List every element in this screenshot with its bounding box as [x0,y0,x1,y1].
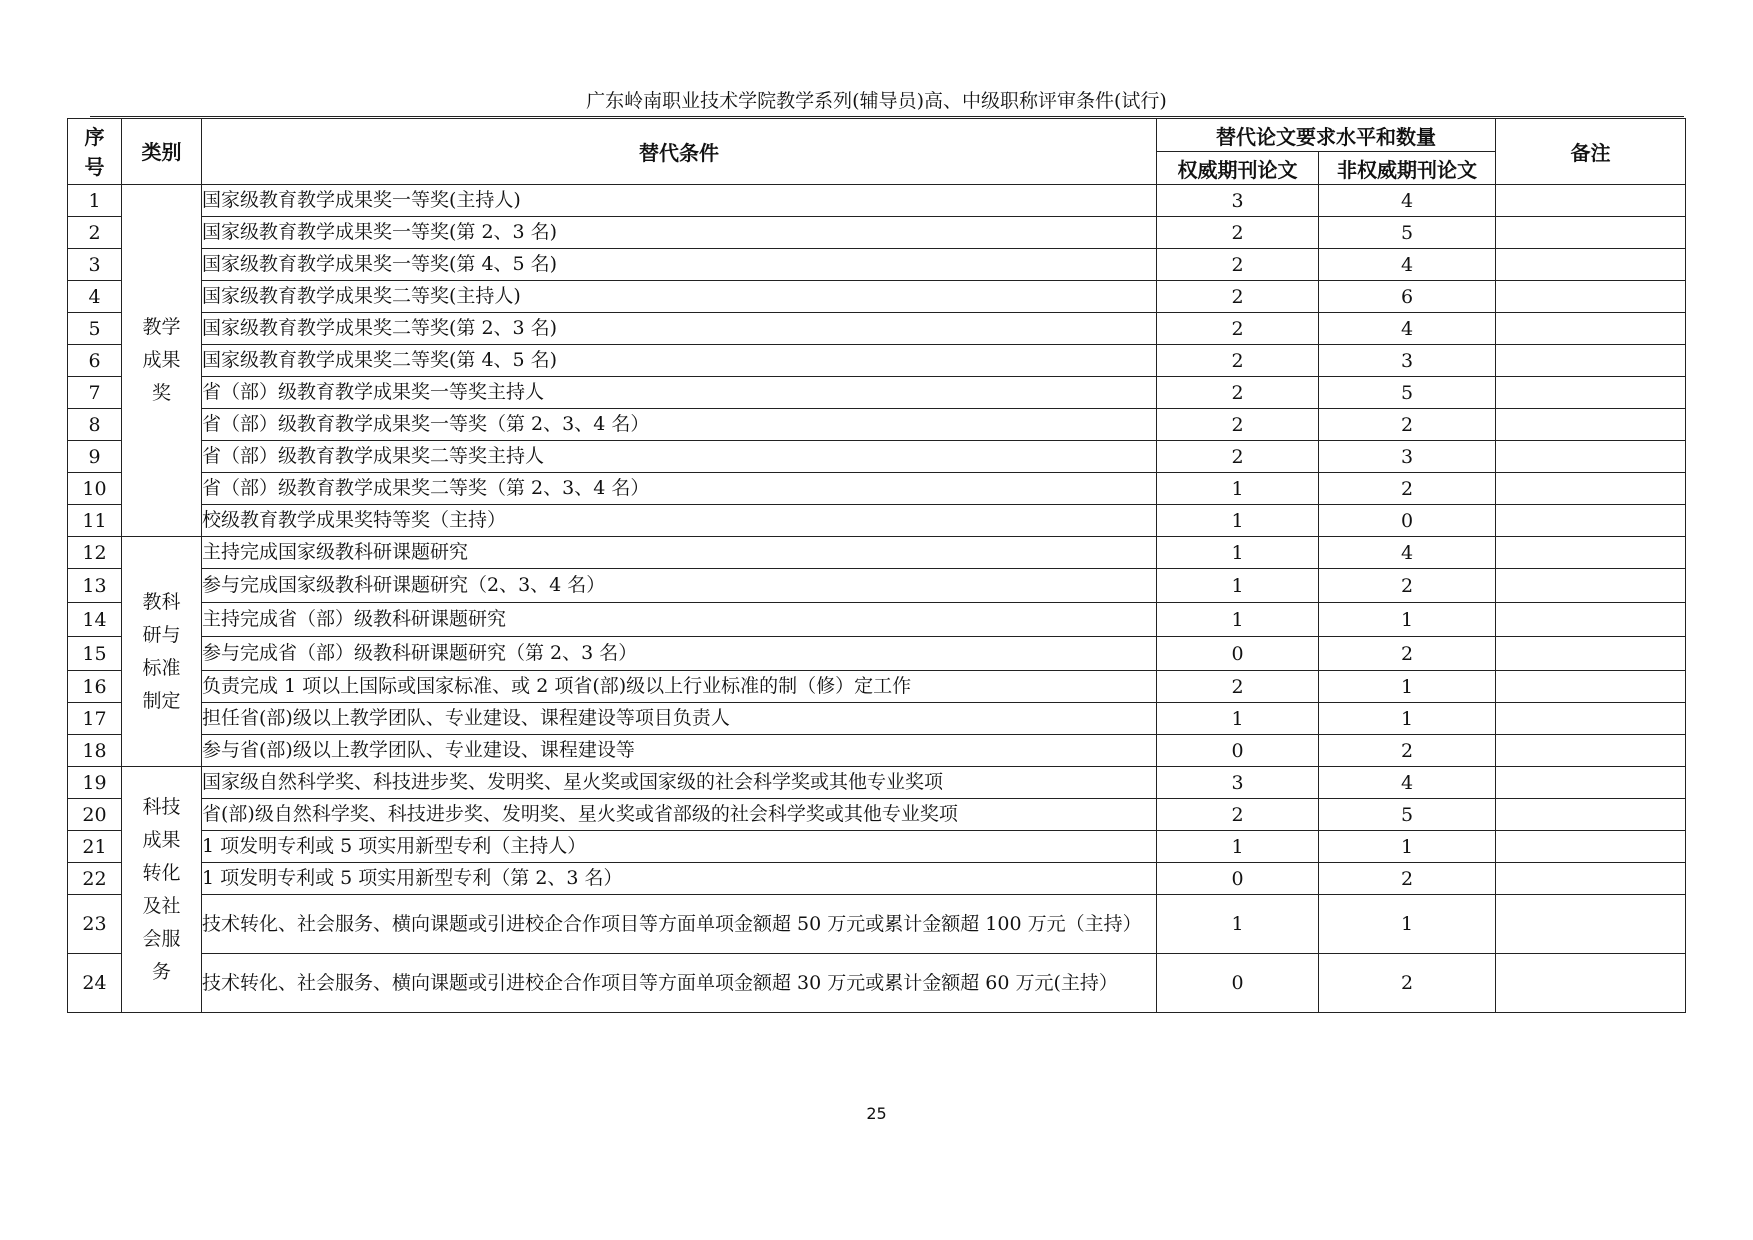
row-number: 16 [68,671,122,703]
table-row [68,441,1686,473]
condition-cell: 国家级教育教学成果奖一等奖(第 4、5 名) [202,249,1157,281]
condition-cell: 省（部）级教育教学成果奖二等奖（第 2、3、4 名） [202,473,1157,505]
authoritative-count: 1 [1157,603,1319,637]
remarks-cell [1496,863,1686,895]
table-row [68,637,1686,671]
table-row [68,735,1686,767]
condition-cell: 1 项发明专利或 5 项实用新型专利（第 2、3 名） [202,863,1157,895]
condition-cell: 技术转化、社会服务、横向课题或引进校企合作项目等方面单项金额超 30 万元或累计金额超 60 万元(主持） [202,954,1157,1013]
category-cell [122,767,202,1013]
table-row [68,281,1686,313]
remarks-cell [1496,409,1686,441]
non-authoritative-count: 2 [1319,569,1496,603]
non-authoritative-count: 5 [1319,799,1496,831]
header-authoritative: 权威期刊论文 [1157,152,1319,185]
condition-cell: 国家级教育教学成果奖一等奖(第 2、3 名) [202,217,1157,249]
authoritative-count: 3 [1157,767,1319,799]
condition-cell: 主持完成国家级教科研课题研究 [202,537,1157,569]
row-number: 6 [68,345,122,377]
table-row [68,569,1686,603]
remarks-cell [1496,473,1686,505]
table-row [68,831,1686,863]
condition-cell: 国家级教育教学成果奖一等奖(主持人) [202,185,1157,217]
condition-cell: 国家级自然科学奖、科技进步奖、发明奖、星火奖或国家级的社会科学奖或其他专业奖项 [202,767,1157,799]
table-row [68,217,1686,249]
authoritative-count: 0 [1157,954,1319,1013]
authoritative-count: 1 [1157,703,1319,735]
authoritative-count: 1 [1157,569,1319,603]
row-number: 13 [68,569,122,603]
authoritative-count: 0 [1157,637,1319,671]
row-number: 23 [68,895,122,954]
remarks-cell [1496,703,1686,735]
remarks-cell [1496,281,1686,313]
row-number: 4 [68,281,122,313]
authoritative-count: 2 [1157,441,1319,473]
row-number: 22 [68,863,122,895]
condition-cell: 负责完成 1 项以上国际或国家标准、或 2 项省(部)级以上行业标准的制（修）定工作 [202,671,1157,703]
non-authoritative-count: 1 [1319,831,1496,863]
header-condition: 替代条件 [202,119,1157,185]
non-authoritative-count: 4 [1319,313,1496,345]
remarks-cell [1496,313,1686,345]
table-row [68,954,1686,1013]
header-rule [90,116,1684,117]
condition-cell: 担任省(部)级以上教学团队、专业建设、课程建设等项目负责人 [202,703,1157,735]
row-number: 10 [68,473,122,505]
table-row [68,313,1686,345]
non-authoritative-count: 4 [1319,767,1496,799]
non-authoritative-count: 2 [1319,473,1496,505]
condition-cell: 主持完成省（部）级教科研课题研究 [202,603,1157,637]
table-row [68,603,1686,637]
authoritative-count: 1 [1157,895,1319,954]
substitution-conditions-table [67,118,1686,1013]
non-authoritative-count: 2 [1319,409,1496,441]
row-number: 9 [68,441,122,473]
non-authoritative-count: 2 [1319,954,1496,1013]
condition-cell: 省(部)级自然科学奖、科技进步奖、发明奖、星火奖或省部级的社会科学奖或其他专业奖项 [202,799,1157,831]
authoritative-count: 2 [1157,217,1319,249]
remarks-cell [1496,441,1686,473]
table-row [68,537,1686,569]
authoritative-count: 0 [1157,735,1319,767]
remarks-cell [1496,377,1686,409]
row-number: 17 [68,703,122,735]
condition-cell: 参与完成省（部）级教科研课题研究（第 2、3 名） [202,637,1157,671]
non-authoritative-count: 4 [1319,249,1496,281]
row-number: 19 [68,767,122,799]
non-authoritative-count: 4 [1319,537,1496,569]
non-authoritative-count: 2 [1319,863,1496,895]
authoritative-count: 2 [1157,281,1319,313]
category-cell [122,537,202,767]
table-row [68,345,1686,377]
non-authoritative-count: 5 [1319,217,1496,249]
remarks-cell [1496,569,1686,603]
non-authoritative-count: 1 [1319,603,1496,637]
non-authoritative-count: 3 [1319,441,1496,473]
remarks-cell [1496,249,1686,281]
row-number: 21 [68,831,122,863]
remarks-cell [1496,537,1686,569]
table-row [68,185,1686,217]
row-number: 20 [68,799,122,831]
non-authoritative-count: 0 [1319,505,1496,537]
authoritative-count: 2 [1157,249,1319,281]
authoritative-count: 2 [1157,313,1319,345]
authoritative-count: 2 [1157,409,1319,441]
authoritative-count: 1 [1157,537,1319,569]
category-label: 教科研与标准制定 [142,590,181,712]
table-row [68,377,1686,409]
row-number: 8 [68,409,122,441]
table-row [68,671,1686,703]
non-authoritative-count: 1 [1319,671,1496,703]
condition-cell: 参与完成国家级教科研课题研究（2、3、4 名） [202,569,1157,603]
row-number: 3 [68,249,122,281]
row-number: 7 [68,377,122,409]
authoritative-count: 2 [1157,799,1319,831]
table-row [68,895,1686,954]
non-authoritative-count: 6 [1319,281,1496,313]
category-cell [122,185,202,537]
condition-cell: 国家级教育教学成果奖二等奖(第 4、5 名) [202,345,1157,377]
condition-cell: 国家级教育教学成果奖二等奖(第 2、3 名) [202,313,1157,345]
remarks-cell [1496,637,1686,671]
authoritative-count: 1 [1157,831,1319,863]
authoritative-count: 2 [1157,377,1319,409]
row-number: 15 [68,637,122,671]
remarks-cell [1496,735,1686,767]
row-number: 1 [68,185,122,217]
remarks-cell [1496,505,1686,537]
table-row [68,767,1686,799]
table-row [68,703,1686,735]
condition-cell: 省（部）级教育教学成果奖二等奖主持人 [202,441,1157,473]
remarks-cell [1496,671,1686,703]
table-row [68,863,1686,895]
remarks-cell [1496,185,1686,217]
page-number: 25 [866,1104,887,1123]
authoritative-count: 2 [1157,671,1319,703]
row-number: 11 [68,505,122,537]
condition-cell: 国家级教育教学成果奖二等奖(主持人) [202,281,1157,313]
table-row [68,473,1686,505]
remarks-cell [1496,831,1686,863]
remarks-cell [1496,954,1686,1013]
remarks-cell [1496,895,1686,954]
table-body [68,185,1686,1013]
row-number: 5 [68,313,122,345]
non-authoritative-count: 2 [1319,637,1496,671]
header-remarks: 备注 [1496,119,1686,185]
category-label: 教学成果奖 [142,316,181,404]
remarks-cell [1496,799,1686,831]
document-title: 广东岭南职业技术学院教学系列(辅导员)高、中级职称评审条件(试行) [586,90,1167,112]
condition-cell: 省（部）级教育教学成果奖一等奖（第 2、3、4 名） [202,409,1157,441]
row-number: 12 [68,537,122,569]
authoritative-count: 1 [1157,473,1319,505]
remarks-cell [1496,603,1686,637]
non-authoritative-count: 1 [1319,895,1496,954]
header-category: 类别 [122,119,202,185]
authoritative-count: 2 [1157,345,1319,377]
table-row [68,409,1686,441]
table-row [68,249,1686,281]
header-paper-group: 替代论文要求水平和数量 [1157,119,1496,152]
non-authoritative-count: 5 [1319,377,1496,409]
header-non-authoritative: 非权威期刊论文 [1319,152,1496,185]
non-authoritative-count: 3 [1319,345,1496,377]
authoritative-count: 1 [1157,505,1319,537]
header-index: 序号 [68,119,122,185]
condition-cell: 校级教育教学成果奖特等奖（主持） [202,505,1157,537]
row-number: 24 [68,954,122,1013]
remarks-cell [1496,767,1686,799]
condition-cell: 1 项发明专利或 5 项实用新型专利（主持人） [202,831,1157,863]
table-row [68,505,1686,537]
row-number: 14 [68,603,122,637]
row-number: 2 [68,217,122,249]
authoritative-count: 3 [1157,185,1319,217]
non-authoritative-count: 2 [1319,735,1496,767]
authoritative-count: 0 [1157,863,1319,895]
non-authoritative-count: 1 [1319,703,1496,735]
remarks-cell [1496,217,1686,249]
category-label: 科技成果转化及社会服务 [142,795,181,983]
non-authoritative-count: 4 [1319,185,1496,217]
table-row [68,799,1686,831]
condition-cell: 参与省(部)级以上教学团队、专业建设、课程建设等 [202,735,1157,767]
row-number: 18 [68,735,122,767]
condition-cell: 省（部）级教育教学成果奖一等奖主持人 [202,377,1157,409]
remarks-cell [1496,345,1686,377]
condition-cell: 技术转化、社会服务、横向课题或引进校企合作项目等方面单项金额超 50 万元或累计金额超 100 万元（主持） [202,895,1157,954]
